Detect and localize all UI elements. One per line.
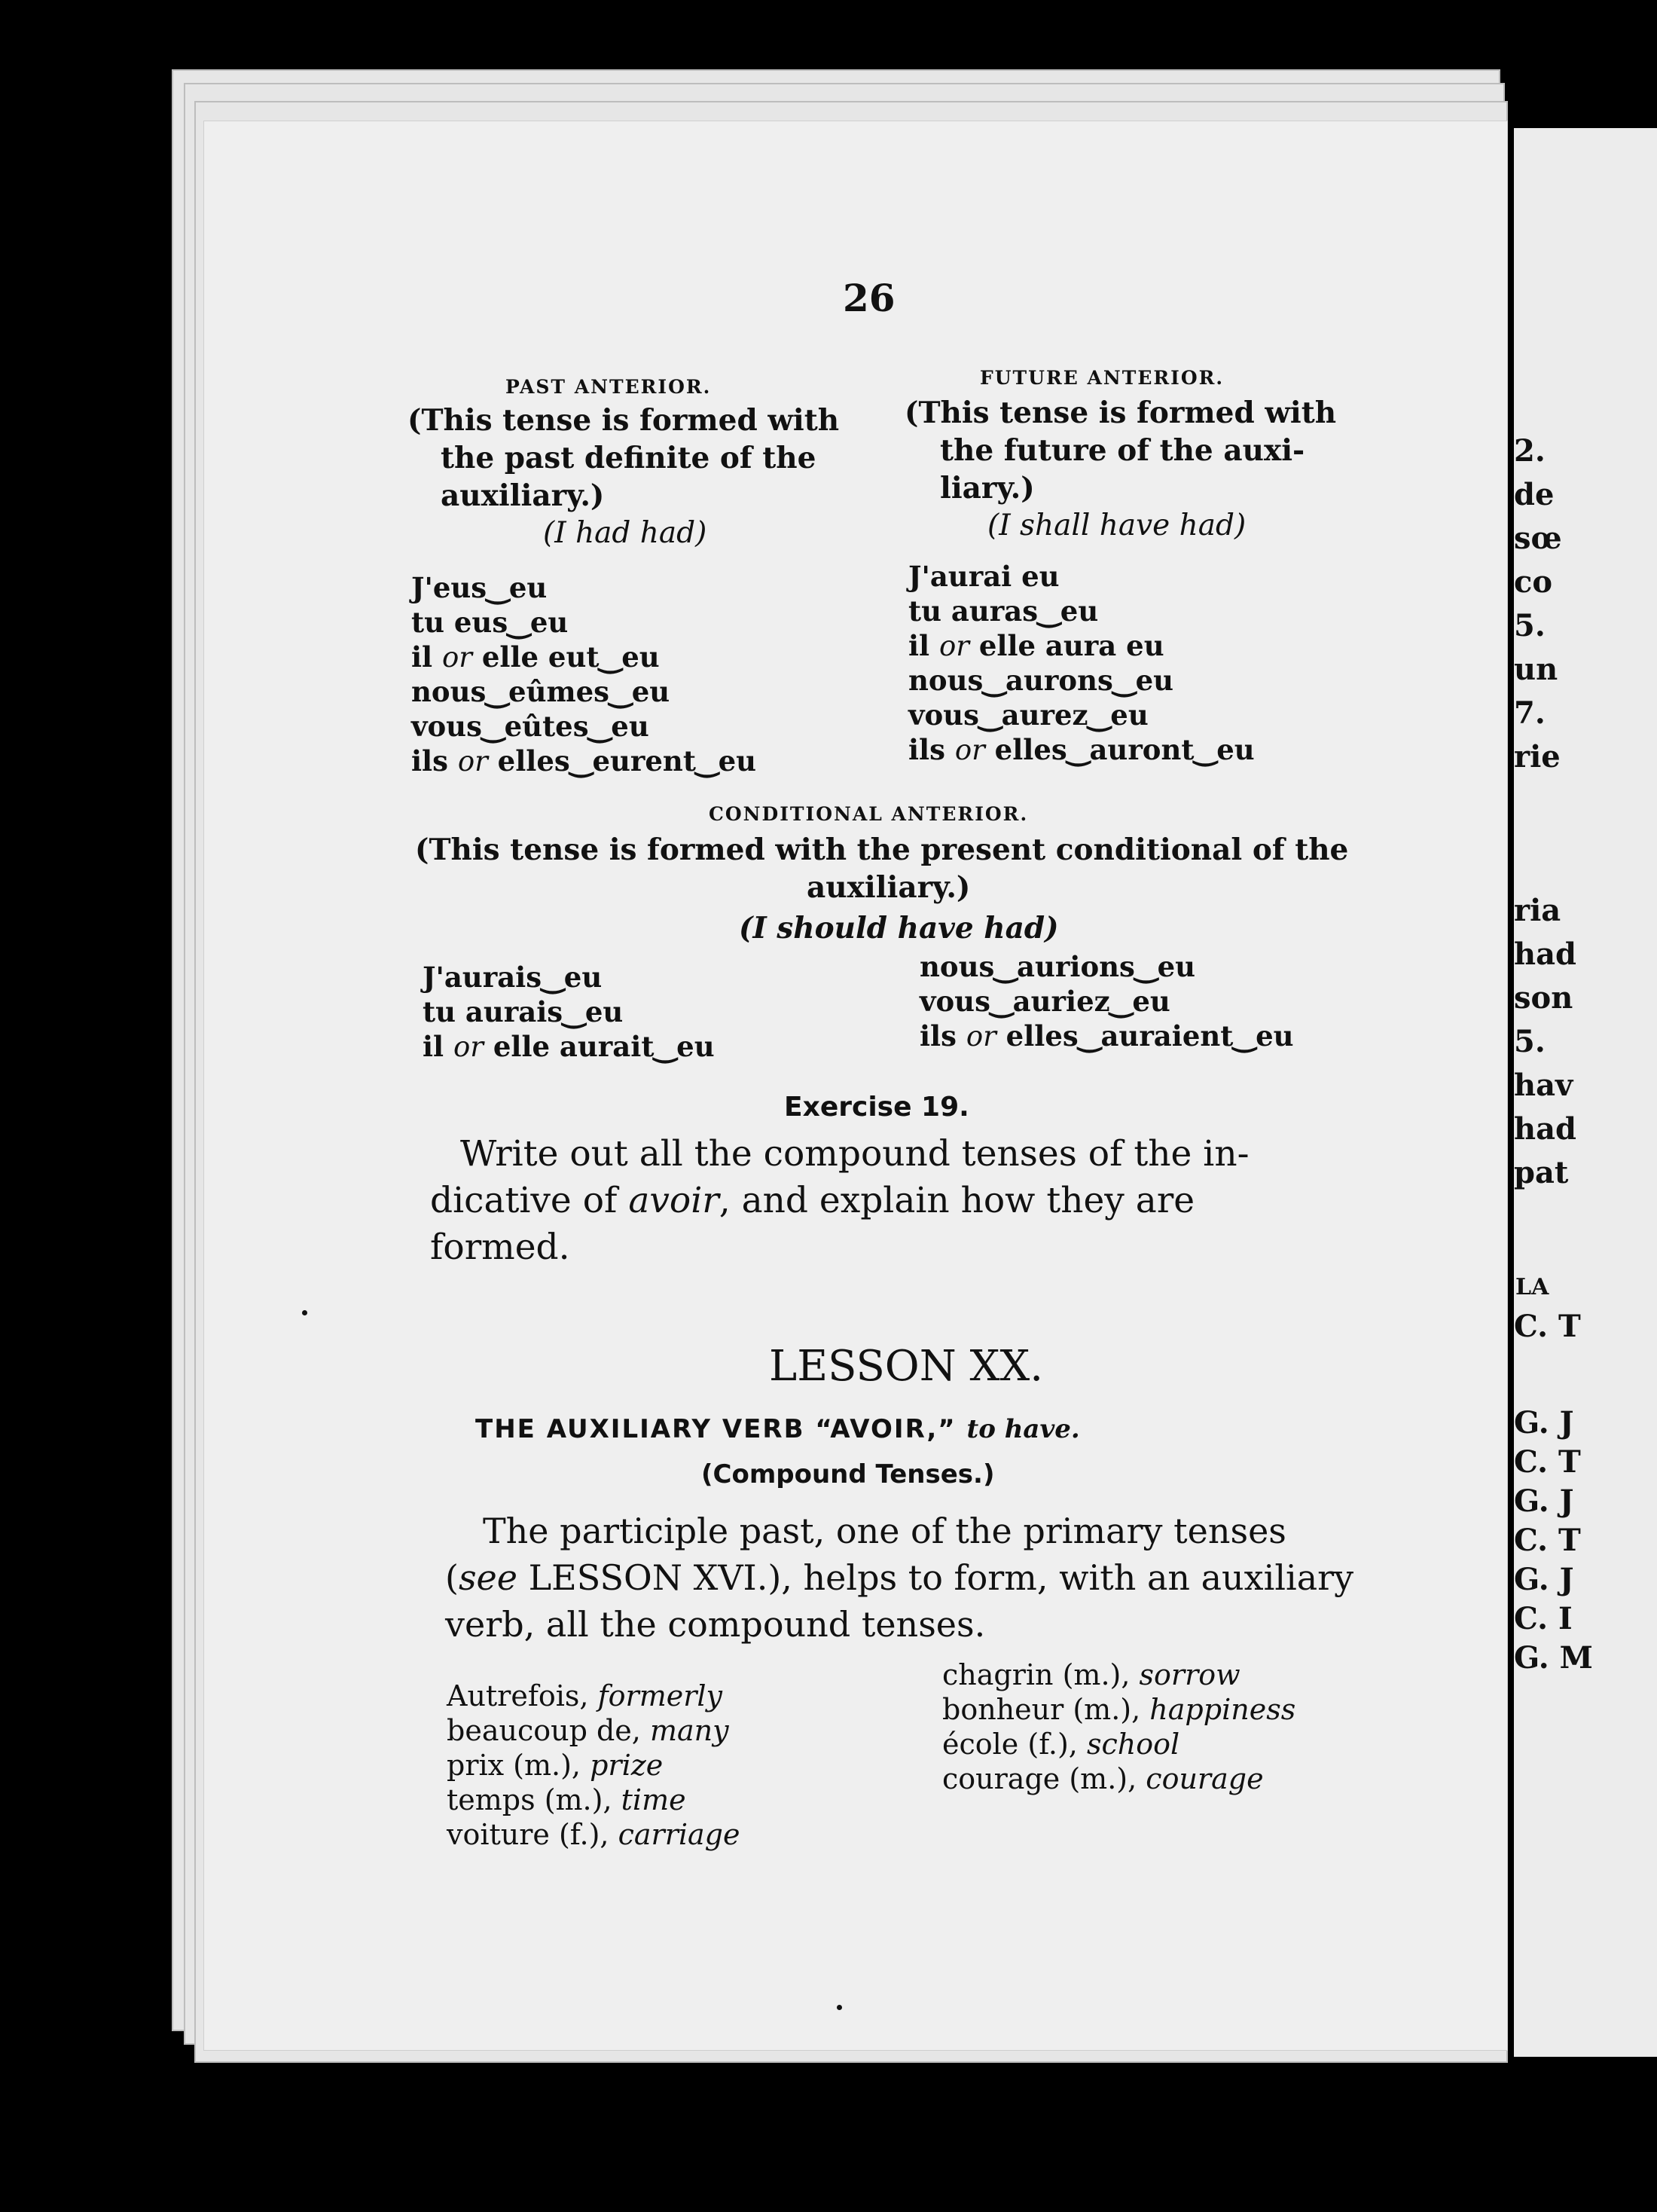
facing-fragment: pat — [1514, 1155, 1569, 1190]
lesson-intro-1: The participle past, one of the primary tenses — [483, 1511, 1286, 1551]
facing-fragment: C. T — [1514, 1309, 1581, 1344]
facing-fragment: C. T — [1514, 1523, 1581, 1558]
facing-fragment: sœ — [1514, 521, 1562, 556]
lesson-subtitle-sub: (Compound Tenses.) — [701, 1459, 995, 1489]
future-anterior-form: vous‿aurez‿eu — [908, 698, 1149, 732]
exercise-text-1: Write out all the compound tenses of the in- — [460, 1133, 1250, 1175]
lesson-subtitle-main: THE AUXILIARY VERB “AVOIR,” — [475, 1414, 957, 1444]
lesson-subtitle — [475, 1414, 1080, 1444]
facing-fragment: de — [1514, 477, 1555, 512]
future-anterior-form: ils or elles‿auront‿eu — [908, 733, 1255, 766]
exercise-text-2: dicative of avoir, and explain how they are — [430, 1180, 1195, 1221]
conditional-anterior-form: tu aurais‿eu — [423, 995, 624, 1028]
conditional-anterior-note-1: (This tense is formed with the present conditional of the — [415, 833, 1349, 867]
conditional-anterior-form: il or elle aurait‿eu — [423, 1030, 715, 1063]
exercise-verb: avoir — [628, 1180, 719, 1221]
vocab-item: chagrin (m.), sorrow — [942, 1658, 1240, 1691]
facing-fragment: had — [1514, 1111, 1576, 1147]
facing-fragment: had — [1514, 936, 1576, 972]
past-anterior-form: vous‿eûtes‿eu — [411, 710, 649, 743]
future-anterior-note-3: liary.) — [940, 471, 1035, 506]
facing-fragment: co — [1514, 564, 1553, 600]
future-anterior-heading: FUTURE ANTERIOR. — [980, 367, 1225, 389]
facing-fragment: C. T — [1514, 1444, 1581, 1480]
facing-fragment: un — [1514, 652, 1558, 687]
facing-fragment: son — [1514, 980, 1573, 1016]
past-anterior-heading: PAST ANTERIOR. — [505, 376, 712, 398]
future-anterior-note-1: (This tense is formed with — [905, 396, 1337, 430]
past-anterior-gloss: (I had had) — [543, 516, 707, 550]
lesson-intro-2: (see LESSON XVI.), helps to form, with an auxiliary — [445, 1557, 1354, 1598]
future-anterior-form: nous‿aurons‿eu — [908, 664, 1174, 697]
exercise-text-3: formed. — [430, 1227, 570, 1268]
past-anterior-form: ils or elles‿eurent‿eu — [411, 744, 757, 778]
vocab-item: Autrefois, formerly — [447, 1679, 723, 1712]
facing-fragment: G. J — [1514, 1562, 1574, 1597]
exercise-title: Exercise 19. — [784, 1092, 969, 1123]
future-anterior-gloss: (I shall have had) — [987, 509, 1247, 542]
facing-fragment: 2. — [1514, 433, 1546, 469]
past-anterior-note-1: (This tense is formed with — [407, 403, 840, 438]
facing-fragment: 5. — [1514, 608, 1546, 643]
facing-fragment: 5. — [1514, 1024, 1546, 1059]
future-anterior-note-2: the future of the auxi- — [940, 433, 1305, 468]
vocab-item: bonheur (m.), happiness — [942, 1693, 1296, 1726]
conditional-anterior-form: J'aurais‿eu — [423, 961, 603, 994]
conditional-anterior-form: ils or elles‿auraient‿eu — [920, 1019, 1294, 1053]
page-number: 26 — [843, 276, 896, 320]
vocab-item: beaucoup de, many — [447, 1714, 729, 1747]
lesson-subtitle-gloss: to have. — [966, 1414, 1080, 1444]
facing-fragment: G. M — [1514, 1640, 1593, 1676]
conditional-anterior-gloss: (I should have had) — [739, 911, 1059, 946]
lesson-intro-3: verb, all the compound tenses. — [445, 1604, 986, 1645]
conditional-anterior-note-2: auxiliary.) — [807, 870, 971, 905]
past-anterior-note-3: auxiliary.) — [441, 478, 605, 513]
lesson-title: LESSON XX. — [769, 1342, 1044, 1391]
conditional-anterior-form: vous‿auriez‿eu — [920, 985, 1170, 1018]
facing-fragment: LA — [1515, 1274, 1549, 1300]
vocab-item: prix (m.), prize — [447, 1749, 664, 1782]
conditional-anterior-form: nous‿aurions‿eu — [920, 950, 1196, 983]
facing-page — [1514, 128, 1657, 2057]
facing-fragment: G. J — [1514, 1405, 1574, 1441]
past-anterior-form: nous‿eûmes‿eu — [411, 675, 670, 708]
past-anterior-form: J'eus‿eu — [411, 571, 548, 604]
vocab-item: école (f.), school — [942, 1728, 1180, 1761]
facing-fragment: ria — [1514, 893, 1561, 928]
vocab-item: voiture (f.), carriage — [447, 1818, 740, 1851]
facing-fragment: C. I — [1514, 1601, 1573, 1636]
future-anterior-form: il or elle aura eu — [908, 629, 1164, 662]
facing-fragment: rie — [1514, 739, 1561, 775]
vocab-item: temps (m.), time — [447, 1783, 686, 1816]
facing-fragment: G. J — [1514, 1483, 1574, 1519]
print-speck — [837, 2005, 842, 2010]
future-anterior-form: tu auras‿eu — [908, 594, 1099, 628]
facing-fragment: 7. — [1514, 695, 1546, 731]
conditional-anterior-heading: CONDITIONAL ANTERIOR. — [709, 803, 1029, 825]
past-anterior-form: tu eus‿eu — [411, 606, 569, 639]
book-page — [203, 121, 1508, 2051]
facing-fragment: hav — [1514, 1068, 1573, 1103]
vocab-item: courage (m.), courage — [942, 1762, 1264, 1795]
past-anterior-note-2: the past definite of the — [441, 441, 816, 475]
past-anterior-form: il or elle eut‿eu — [411, 640, 660, 674]
print-speck — [302, 1310, 307, 1315]
future-anterior-form: J'aurai eu — [908, 560, 1060, 593]
